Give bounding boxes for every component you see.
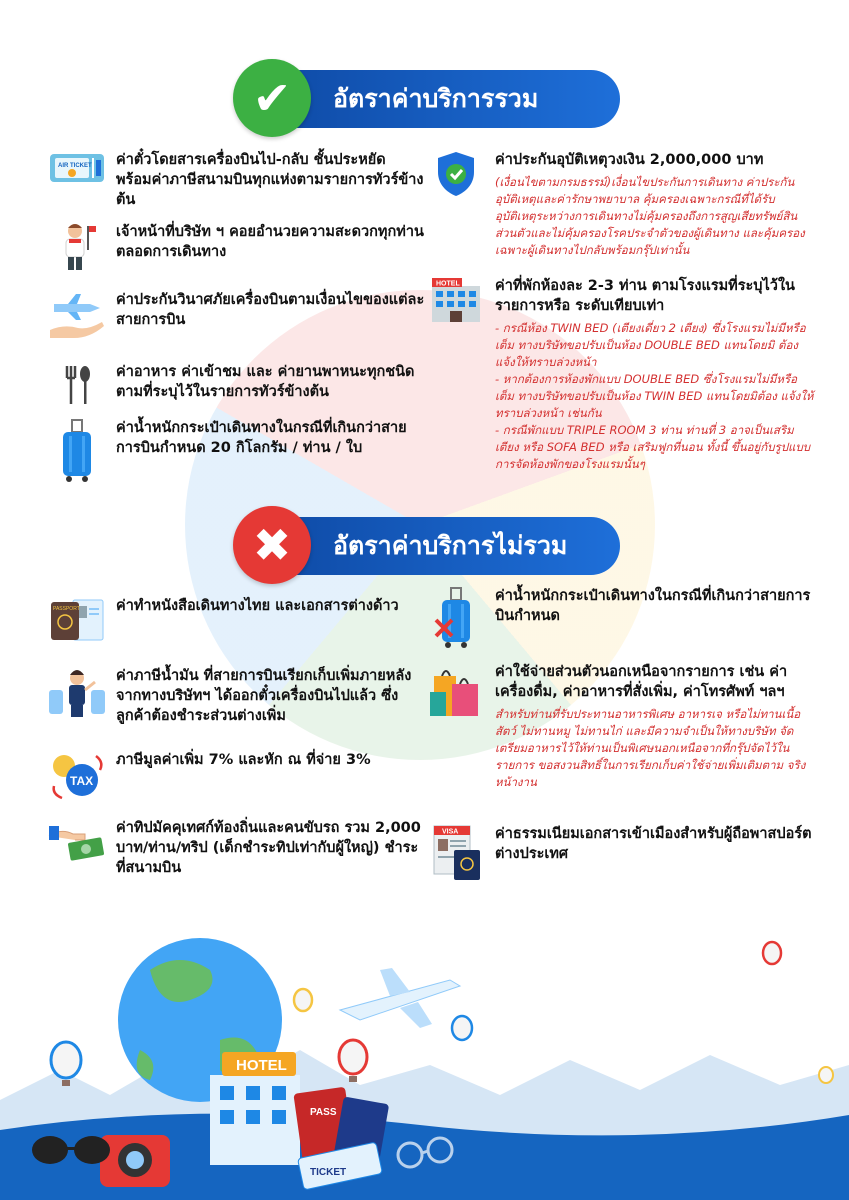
item-text: ค่าที่พักห้องละ 2-3 ท่าน ตามโรงแรมที่ระบุไว้ในรายการหรือ ระดับเทียบเท่า bbox=[495, 278, 795, 314]
included-title: อัตราค่าบริการรวม bbox=[333, 84, 539, 113]
hot-air-balloon-icon bbox=[294, 989, 312, 1011]
hot-air-balloon-icon bbox=[452, 1016, 472, 1040]
item-note: (เงื่อนไขตามกรมธรรม์)เงื่อนไขประกันการเดินทาง ค่าประกันอุบัติเหตุและค่ารักษาพยาบาล คุ้มครองเฉพาะกรณีที่ได้รับอุบัติเหตุระหว่างการเดินทางไม่คุ้มครองถึงการสูญเสียทรัพย์สินส่วนตัวและไม่คุ้มครองโรคประจำตัวของผู้เดินทาง และคุ้มครองเฉพาะผู้เดินทางไปกลับพร้อมกรุ๊ปเท่านั้น bbox=[495, 175, 805, 257]
cross-icon: ✖ bbox=[233, 506, 311, 584]
included-item-luggage bbox=[46, 418, 426, 484]
item-text: ค่าธรรมเนียมเอกสารเข้าเมืองสำหรับผู้ถือพาสปอร์ตต่างประเทศ bbox=[495, 826, 812, 862]
item-text: ค่าตั๋วโดยสารเครื่องบินไป-กลับ ชั้นประหยัด พร้อมค่าภาษีสนามบินทุกแห่งตามรายการทัวร์ข้างต้น bbox=[116, 152, 424, 208]
item-text: ค่าภาษีน้ำมัน ที่สายการบินเรียกเก็บเพิ่มภายหลังจากทางบริษัทฯ ได้ออกตั๋วเครื่องบินไปแล้ว ซึ่งลูกค้าต้องชำระส่วนต่างเพิ่ม bbox=[116, 668, 412, 724]
camera-icon bbox=[100, 1135, 170, 1187]
included-item-ticket bbox=[46, 150, 426, 210]
excluded-title: อัตราค่าบริการไม่รวม bbox=[333, 531, 568, 560]
passport-icon-label: PASSPORT bbox=[53, 606, 80, 612]
item-text: ค่าประกันวินาศภัยเครื่องบินตามเงื่อนไขของแต่ละสายการบิน bbox=[116, 292, 425, 328]
item-text: ค่าทิปมัคคุเทศก์ท้องถิ่นและคนขับรถ รวม 2,000 บาท/ท่าน/ทริป (เด็กชำระทิปเท่ากับผู้ใหญ่) ชำระที่สนามบิน bbox=[116, 820, 421, 876]
item-note: สำหรับท่านที่รับประทานอาหารพิเศษ อาหารเจ หรือไม่ทานเนื้อสัตว์ ไม่ทานหมู ไม่ทานไก่ และมีความจำเป็นให้ทางบริษัท จัดเตรียมอาหารไว้ให้ท่านเป็นพิเศษนอกเหนือจากที่กรุ๊ปจัดไว้ในรายการ ขอสงวนสิทธิ์ในการเรียกเก็บค่าใช้จ่ายเพิ่มเติมตาม จริงหน้างาน bbox=[495, 707, 806, 789]
ticket-icon bbox=[46, 150, 108, 210]
flight-attendant-icon bbox=[46, 666, 108, 726]
plane-hand-icon bbox=[46, 290, 108, 342]
included-item-hotel bbox=[425, 276, 815, 473]
hotel-building-icon bbox=[210, 1052, 300, 1165]
luggage-icon bbox=[46, 418, 108, 484]
item-text: ค่าทำหนังสือเดินทางไทย และเอกสารต่างด้าว bbox=[116, 598, 399, 614]
excluded-item-passport bbox=[46, 596, 426, 644]
hot-air-balloon-icon bbox=[819, 1067, 833, 1083]
excluded-item-vat bbox=[46, 750, 426, 800]
hot-air-balloon-icon bbox=[763, 942, 781, 964]
included-item-staff bbox=[46, 222, 426, 272]
item-text: ค่าใช้จ่ายส่วนตัวนอกเหนือจากรายการ เช่น ค่าเครื่องดื่ม, ค่าอาหารที่สั่งเพิ่ม, ค่าโทรศัพท์ ฯลฯ bbox=[495, 664, 788, 700]
pass-label: PASS bbox=[310, 1107, 337, 1118]
hotel-icon-label: HOTEL bbox=[436, 280, 460, 288]
ticket-label: TICKET bbox=[310, 1167, 347, 1178]
excluded-item-visa-fee bbox=[425, 824, 815, 882]
shield-check-icon bbox=[425, 150, 487, 259]
item-note: - กรณีห้อง TWIN BED (เตียงเดี่ยว 2 เตียง) ซึ่งโรงแรมไม่มีหรือเต็ม ทางบริษัทขอปรับเป็นห้อง DOUBLE BED แทนโดยมิ ต้องแจ้งให้ทราบล่วงหน้า - หากต้องการห้องพักแบบ DOUBLE BED ซึ่งโรงแรมไม่มีหรือเต็ม ทางบริษัทขอปรับเป็นห้อง TWIN BED แทนโดยมิต้อง แจ้งให้ทราบล่วงหน้า เช่นกัน - กรณีพักแบบ TRIPLE ROOM 3 ท่าน ท่านที่ 3 อาจเป็นเสริมเตียง หรือ SOFA BED หรือ เสริมฟูกที่นอน ทั้งนี้ ขึ้นอยู่กับรูปแบบการจัดห้องพักของโรงแรมนั้นๆ bbox=[495, 321, 814, 471]
included-item-meals bbox=[46, 362, 426, 406]
hotel-sign-label: HOTEL bbox=[236, 1057, 287, 1074]
item-text: ภาษีมูลค่าเพิ่ม 7% และหัก ณ ที่จ่าย 3% bbox=[116, 752, 371, 768]
shopping-bags-icon bbox=[425, 662, 487, 791]
visa-icon bbox=[425, 824, 487, 882]
staff-icon bbox=[46, 222, 108, 272]
included-item-flight-insurance bbox=[46, 290, 426, 342]
tax-icon-label: TAX bbox=[70, 774, 94, 788]
checkmark-icon: ✔ bbox=[233, 59, 311, 137]
money-hand-icon bbox=[46, 818, 108, 878]
luggage-cross-icon bbox=[425, 586, 487, 650]
visa-icon-label: VISA bbox=[442, 828, 459, 836]
excluded-item-personal-expenses bbox=[425, 662, 815, 791]
travel-illustration-footer bbox=[0, 900, 849, 1200]
excluded-item-tips bbox=[46, 818, 426, 878]
included-item-accident-insurance bbox=[425, 150, 815, 259]
svg-text:AIR TICKET: AIR TICKET bbox=[58, 163, 92, 169]
airplane-icon bbox=[340, 968, 460, 1028]
item-text: เจ้าหน้าที่บริษัท ฯ คอยอำนวยความสะดวกทุกท่านตลอดการเดินทาง bbox=[116, 224, 424, 260]
excluded-item-fuel-tax bbox=[46, 666, 426, 726]
passport-icon bbox=[46, 596, 108, 644]
hotel-icon bbox=[425, 276, 487, 473]
excluded-item-luggage bbox=[425, 586, 815, 650]
item-text: ค่าน้ำหนักกระเป๋าเดินทางในกรณีที่เกินกว่าสายการบินกำหนด 20 กิโลกรัม / ท่าน / ใบ bbox=[116, 420, 407, 456]
item-text: ค่าประกันอุบัติเหตุวงเงิน 2,000,000 บาท bbox=[495, 152, 764, 168]
item-text: ค่าอาหาร ค่าเข้าชม และ ค่ายานพาหนะทุกชนิด ตามที่ระบุไว้ในรายการทัวร์ข้างต้น bbox=[116, 364, 415, 400]
item-text: ค่าน้ำหนักกระเป๋าเดินทางในกรณีที่เกินกว่าสายการบินกำหนด bbox=[495, 588, 811, 624]
fork-spoon-icon bbox=[46, 362, 108, 406]
tax-icon bbox=[46, 750, 108, 800]
